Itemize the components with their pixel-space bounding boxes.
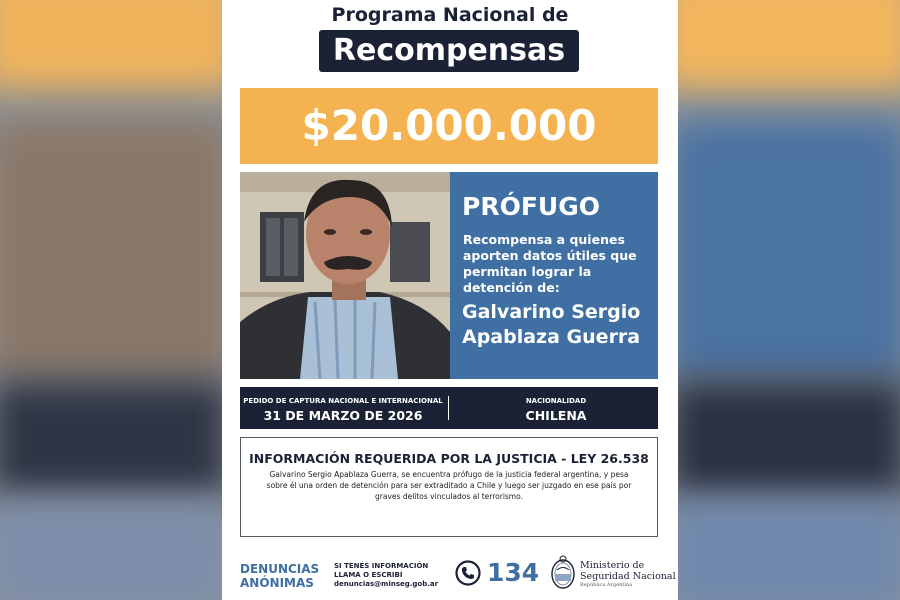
ministry-line3: República Argentina — [580, 582, 633, 588]
legal-text: Galvarino Sergio Apablaza Guerra, se encuentra prófugo de la justicia federal argentina, y pesa sobre él una orden de detención para ser extraditado a Chile y luego ser juzgado en ese país por graves delitos vinculados al terrorismo. — [266, 470, 632, 501]
reward-description: Recompensa a quienes aporten datos útiles que permitan lograr la detención de: — [463, 232, 637, 295]
nationality-value: CHILENA — [525, 408, 587, 423]
reward-amount: $20.000.000 — [240, 88, 658, 164]
contact-info-line1: SI TENÉS INFORMACIÓN — [334, 562, 429, 570]
contact-info — [334, 562, 438, 589]
blurred-background-left — [0, 0, 222, 600]
argentina-seal-icon — [550, 554, 576, 592]
warrant-block — [240, 387, 446, 429]
details-bar — [240, 387, 658, 429]
fugitive-name: Galvarino Sergio Apablaza Guerra — [462, 301, 641, 348]
legal-info-box — [240, 437, 658, 537]
legal-title: INFORMACIÓN REQUERIDA POR LA JUSTICIA - LEY 26.538 — [249, 451, 649, 466]
ministry-line2: Seguridad Nacional — [580, 571, 676, 582]
warrant-date: 31 DE MARZO DE 2026 — [263, 408, 423, 423]
footer — [222, 548, 678, 600]
nationality-block — [454, 387, 658, 429]
contact-info-line2: LLAMA O ESCRIBÍ — [334, 571, 403, 579]
header-title-line1: Programa Nacional de — [331, 4, 569, 26]
anonymous-reports-line1: DENUNCIAS — [240, 562, 320, 576]
header-title-line2: Recompensas — [319, 30, 579, 72]
phone-icon — [455, 560, 481, 586]
ministry-line1: Ministerio de — [580, 560, 645, 571]
fugitive-info-panel — [450, 172, 658, 379]
reward-poster — [222, 0, 678, 600]
contact-email[interactable]: denuncias@minseg.gob.ar — [334, 580, 439, 588]
anonymous-reports-title — [240, 562, 319, 590]
fugitive-photo — [240, 172, 450, 379]
blurred-background-right — [678, 0, 900, 600]
details-divider — [448, 396, 449, 420]
nationality-label: NACIONALIDAD — [525, 397, 587, 405]
status-heading: PRÓFUGO — [462, 192, 600, 221]
warrant-label: PEDIDO DE CAPTURA NACIONAL E INTERNACIONAL — [243, 397, 443, 405]
phone-number[interactable]: 134 — [487, 558, 540, 587]
anonymous-reports-line2: ANÓNIMAS — [240, 576, 314, 590]
ministry-logo — [580, 560, 676, 589]
